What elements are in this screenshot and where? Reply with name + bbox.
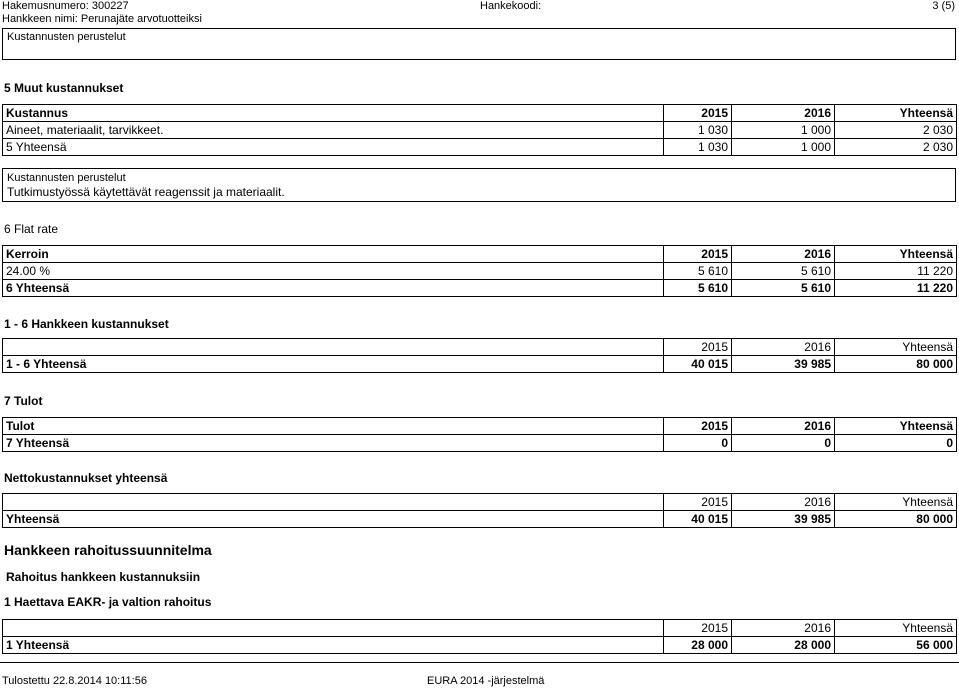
total-row	[3, 356, 957, 373]
table-cell: 1 - 6 Yhteensä	[3, 356, 664, 373]
table-cell: 28 000	[732, 637, 835, 654]
column-header: Yhteensä	[835, 620, 957, 637]
column-header: Yhteensä	[835, 105, 957, 122]
project-code: Hankekoodi:	[480, 0, 542, 12]
system-name: EURA 2014 -järjestelmä	[427, 675, 545, 687]
section5-justification-box	[2, 168, 956, 202]
table-cell: 1 000	[732, 122, 835, 139]
column-header: 2015	[664, 339, 732, 356]
table-cell: 39 985	[732, 511, 835, 528]
table-cell: 56 000	[835, 637, 957, 654]
net-costs-title: Nettokustannukset yhteensä	[4, 471, 168, 485]
net-costs-table	[2, 493, 957, 528]
page-number: 3 (5)	[932, 0, 955, 12]
section5-table	[2, 104, 957, 156]
table-header-row	[3, 105, 957, 122]
column-header: Yhteensä	[835, 494, 957, 511]
section6-title: 6 Flat rate	[4, 222, 59, 236]
funding-plan-title: Hankkeen rahoitussuunnitelma	[4, 542, 212, 558]
table-cell: 7 Yhteensä	[3, 435, 664, 452]
table-cell: 80 000	[835, 356, 957, 373]
table-cell: 1 000	[732, 139, 835, 156]
justification-label: Kustannusten perustelut	[7, 172, 126, 184]
funding-section1-title: 1 Haettava EAKR- ja valtion rahoitus	[4, 595, 212, 609]
table-cell: 40 015	[664, 511, 732, 528]
table-cell: 1 030	[664, 139, 732, 156]
table-cell: 0	[835, 435, 957, 452]
table-cell: 5 610	[664, 280, 732, 297]
column-header: Yhteensä	[835, 418, 957, 435]
justification-text: Tutkimustyössä käytettävät reagenssit ja materiaalit.	[7, 185, 285, 199]
column-header: 2015	[664, 620, 732, 637]
section16-title: 1 - 6 Hankkeen kustannukset	[4, 317, 169, 331]
funding-table	[2, 619, 957, 654]
column-header	[3, 339, 664, 356]
table-cell: Aineet, materiaalit, tarvikkeet.	[3, 122, 664, 139]
column-header: Kerroin	[3, 246, 664, 263]
printed-timestamp: Tulostettu 22.8.2014 10:11:56	[2, 675, 147, 687]
table-cell: 11 220	[835, 263, 957, 280]
column-header: 2015	[664, 105, 732, 122]
column-header: 2016	[732, 494, 835, 511]
table-cell: 80 000	[835, 511, 957, 528]
application-number: Hakemusnumero: 300227	[2, 0, 129, 12]
column-header: Yhteensä	[835, 339, 957, 356]
column-header: 2016	[732, 620, 835, 637]
table-cell: 5 610	[664, 263, 732, 280]
project-name: Hankkeen nimi: Perunajäte arvotuotteiksi	[2, 13, 202, 25]
column-header: Kustannus	[3, 105, 664, 122]
table-cell: 11 220	[835, 280, 957, 297]
column-header: 2015	[664, 494, 732, 511]
table-header-row	[3, 620, 957, 637]
column-header	[3, 620, 664, 637]
cost-justifications-label: Kustannusten perustelut	[7, 31, 126, 43]
table-cell: 5 Yhteensä	[3, 139, 664, 156]
column-header: 2015	[664, 246, 732, 263]
total-row	[3, 435, 957, 452]
total-row	[3, 511, 957, 528]
table-cell: 6 Yhteensä	[3, 280, 664, 297]
table-header-row	[3, 418, 957, 435]
column-header: 2016	[732, 105, 835, 122]
column-header	[3, 494, 664, 511]
table-header-row	[3, 494, 957, 511]
column-header: Yhteensä	[835, 246, 957, 263]
column-header: 2016	[732, 418, 835, 435]
column-header: 2016	[732, 339, 835, 356]
funding-plan-subtitle: Rahoitus hankkeen kustannuksiin	[6, 570, 201, 584]
section7-title: 7 Tulot	[4, 394, 43, 408]
table-row	[3, 263, 957, 280]
table-row	[3, 122, 957, 139]
table-cell: 0	[732, 435, 835, 452]
section5-title: 5 Muut kustannukset	[4, 81, 124, 95]
section6-table	[2, 245, 957, 297]
table-cell: 40 015	[664, 356, 732, 373]
table-header-row	[3, 246, 957, 263]
cost-justifications-box	[2, 28, 956, 60]
table-cell: 28 000	[664, 637, 732, 654]
column-header: 2016	[732, 246, 835, 263]
table-cell: 1 Yhteensä	[3, 637, 664, 654]
table-cell: Yhteensä	[3, 511, 664, 528]
footer-divider	[0, 662, 959, 663]
total-row	[3, 139, 957, 156]
table-cell: 1 030	[664, 122, 732, 139]
table-cell: 39 985	[732, 356, 835, 373]
total-row	[3, 637, 957, 654]
table-cell: 5 610	[732, 280, 835, 297]
table-cell: 5 610	[732, 263, 835, 280]
section7-table	[2, 417, 957, 452]
table-header-row	[3, 339, 957, 356]
column-header: Tulot	[3, 418, 664, 435]
total-row	[3, 280, 957, 297]
section16-table	[2, 338, 957, 373]
table-cell: 0	[664, 435, 732, 452]
table-cell: 24.00 %	[3, 263, 664, 280]
table-cell: 2 030	[835, 139, 957, 156]
table-cell: 2 030	[835, 122, 957, 139]
column-header: 2015	[664, 418, 732, 435]
